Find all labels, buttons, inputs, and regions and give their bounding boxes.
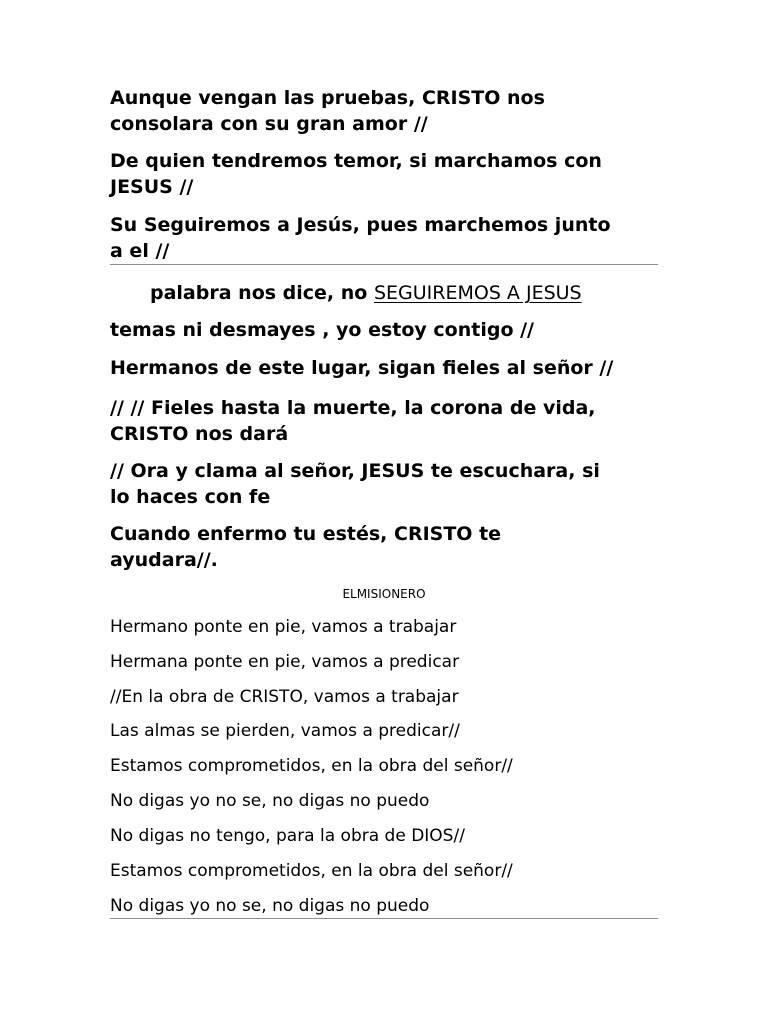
paragraph-line: consolara con su gran amor // — [110, 113, 428, 135]
song-line: Hermana ponte en pie, vamos a predicar — [110, 652, 460, 672]
page-separator-rule — [110, 918, 658, 919]
song-line: No digas yo no se, no digas no puedo — [110, 896, 430, 916]
song-title: ELMISIONERO — [342, 587, 426, 601]
paragraph-line: Hermanos de este lugar, sigan fieles al señor // — [110, 357, 614, 379]
paragraph-line: ayudara//. — [110, 549, 218, 571]
song-line: //En la obra de CRISTO, vamos a trabajar — [110, 687, 459, 707]
paragraph-line: // // Fieles hasta la muerte, la corona de vida, — [110, 397, 596, 419]
paragraph-line: CRISTO nos dará — [110, 423, 289, 445]
paragraph-line: temas ni desmayes , yo estoy contigo // — [110, 319, 534, 341]
song-line: No digas no tengo, para la obra de DIOS// — [110, 826, 465, 846]
heading-prefix: palabra nos dice, no — [150, 282, 374, 304]
section-heading — [150, 280, 658, 306]
paragraph-line: Aunque vengan las pruebas, CRISTO nos — [110, 87, 545, 109]
song-line: Hermano ponte en pie, vamos a trabajar — [110, 617, 457, 637]
paragraph-line: Su Seguiremos a Jesús, pues marchemos junto — [110, 214, 611, 236]
song-line: No digas yo no se, no digas no puedo — [110, 791, 430, 811]
paragraph-line: lo haces con fe — [110, 486, 271, 508]
song-line: Estamos comprometidos, en la obra del señor// — [110, 861, 513, 881]
paragraph-line: // Ora y clama al señor, JESUS te escuchara, si — [110, 460, 600, 482]
paragraph-line: De quien tendremos temor, si marchamos con — [110, 150, 602, 172]
page-separator-rule — [110, 264, 658, 265]
song-line: Las almas se pierden, vamos a predicar// — [110, 721, 460, 741]
paragraph-line: JESUS // — [110, 176, 194, 198]
paragraph-line: a el // — [110, 240, 170, 262]
song-line: Estamos comprometidos, en la obra del señor// — [110, 756, 513, 776]
paragraph-line: Cuando enfermo tu estés, CRISTO te — [110, 523, 502, 545]
heading-underlined-title: SEGUIREMOS A JESUS — [373, 282, 582, 304]
